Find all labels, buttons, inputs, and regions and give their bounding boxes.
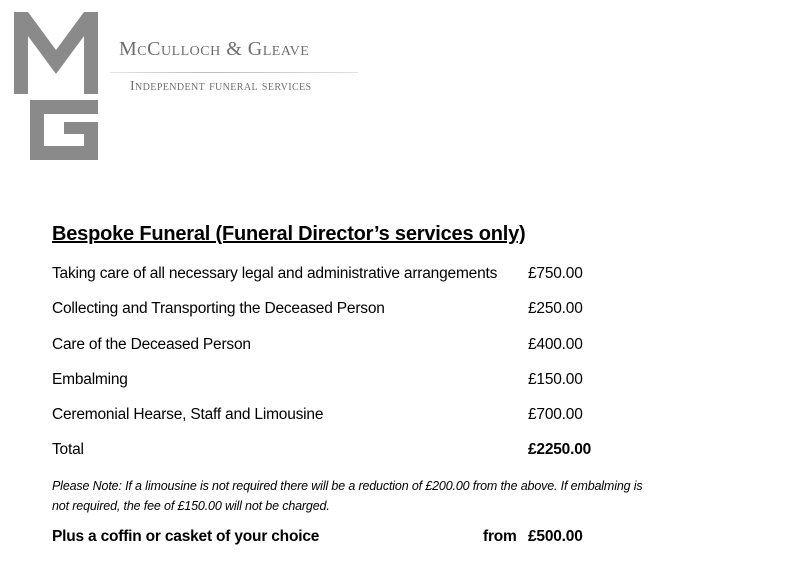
service-label: Taking care of all necessary legal and administrative arrangements	[52, 265, 498, 282]
service-price: £400.00	[528, 336, 583, 353]
total-price: £2250.00	[528, 441, 592, 458]
price-list-row	[52, 300, 612, 322]
price-list-row	[52, 265, 612, 287]
coffin-price: £500.00	[528, 528, 583, 545]
coffin-row	[52, 528, 612, 550]
service-price: £700.00	[528, 406, 583, 423]
company-tagline: Independent funeral services	[130, 79, 312, 94]
coffin-label: Plus a coffin or casket of your choice	[52, 528, 320, 545]
company-name: McCulloch & Gleave	[119, 38, 310, 60]
service-price: £150.00	[528, 371, 583, 388]
service-price: £750.00	[528, 265, 583, 282]
price-list-row	[52, 371, 612, 393]
header-divider	[110, 72, 358, 73]
service-price: £250.00	[528, 300, 583, 317]
price-list-title: Bespoke Funeral (Funeral Director’s services only)	[52, 223, 526, 245]
service-label: Collecting and Transporting the Deceased Person	[52, 300, 385, 317]
company-logo	[14, 12, 98, 160]
mg-monogram-icon	[14, 12, 98, 160]
pricing-note-line: not required, the fee of £150.00 will not be charged.	[52, 499, 330, 513]
price-list-row	[52, 406, 612, 428]
total-label: Total	[52, 441, 84, 458]
price-list-row	[52, 336, 612, 358]
pricing-note-line: Please Note: If a limousine is not required there will be a reduction of £200.00 from the above. If embalming is	[52, 479, 643, 493]
service-label: Ceremonial Hearse, Staff and Limousine	[52, 406, 324, 423]
service-label: Embalming	[52, 371, 128, 388]
pricing-note	[52, 476, 652, 516]
service-label: Care of the Deceased Person	[52, 336, 251, 353]
coffin-from-label: from	[483, 528, 517, 545]
total-row	[52, 441, 612, 463]
